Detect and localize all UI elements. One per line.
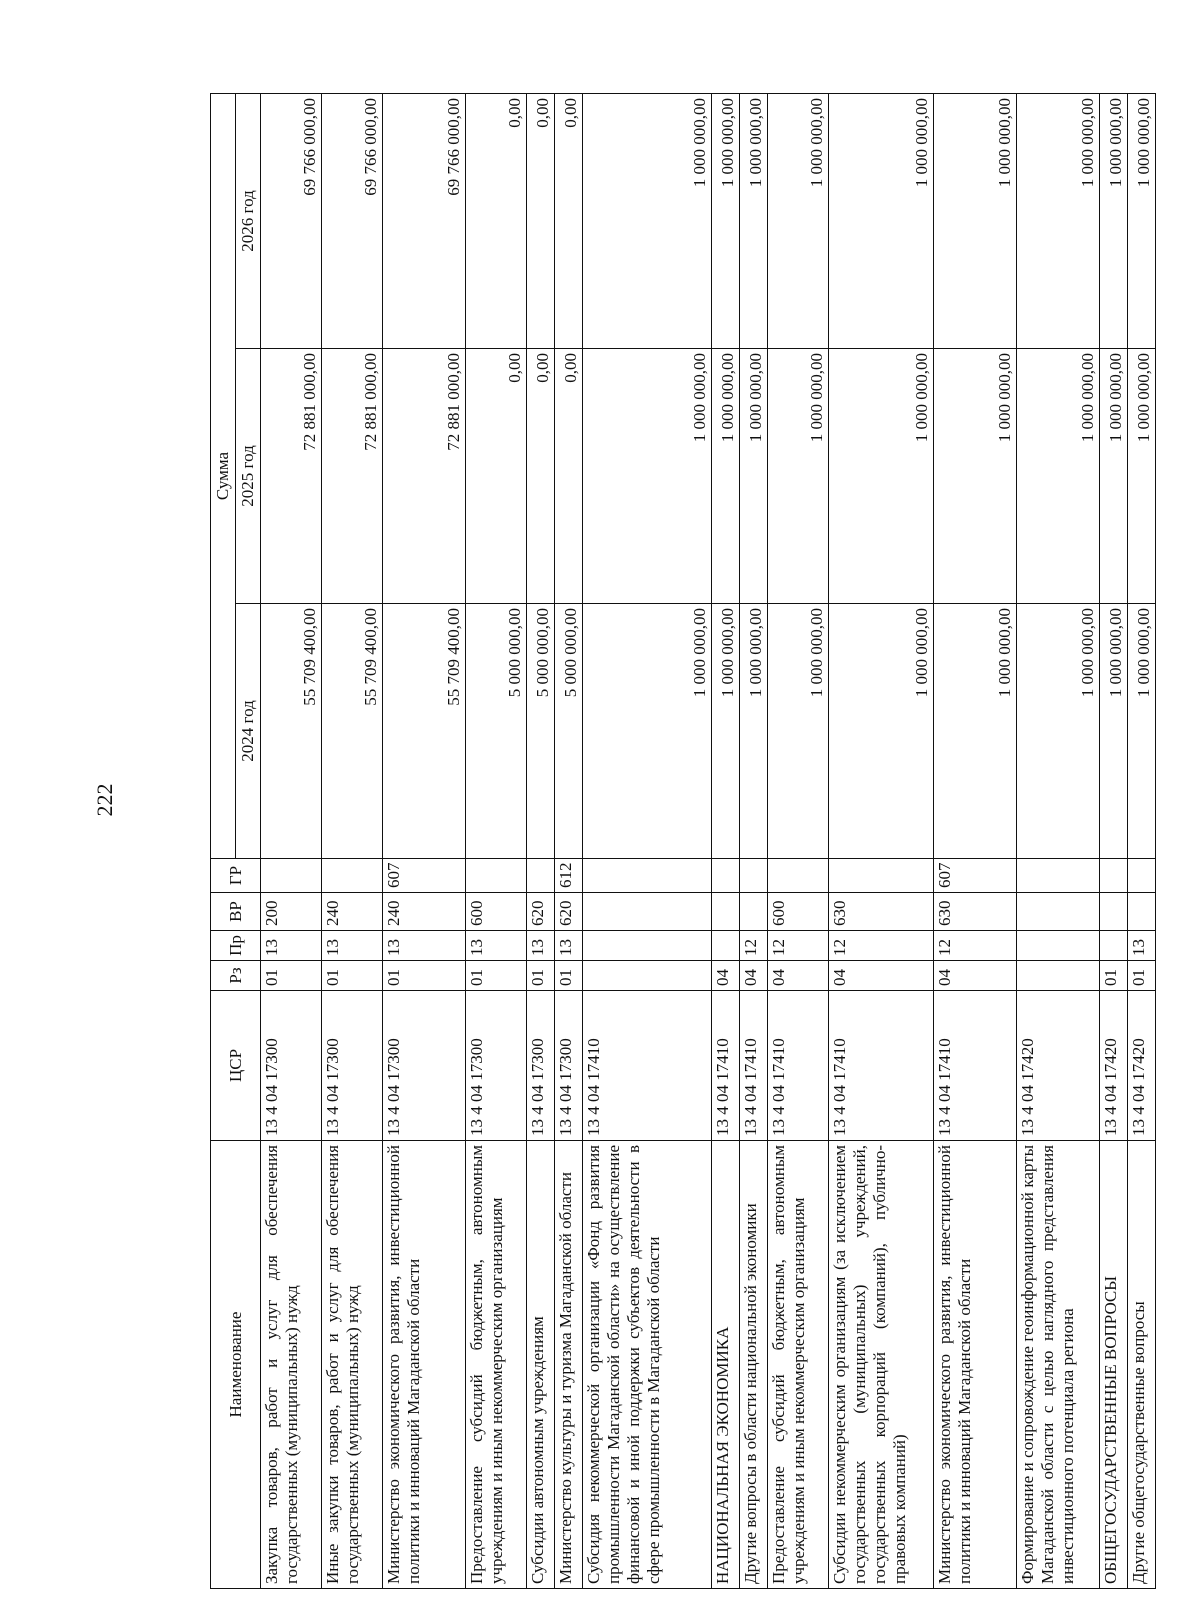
row-name: Формирование и сопровождение геоинформационной карты Магаданской области с целью наглядного представления инвестиционного потенциала региона xyxy=(1017,1141,1100,1589)
row-csr: 13 4 04 17410 xyxy=(712,991,740,1141)
row-vr xyxy=(1100,893,1128,931)
row-amount-2026: 1 000 000,00 xyxy=(1017,94,1100,349)
row-name: Другие общегосударственные вопросы xyxy=(1128,1141,1156,1589)
table-row xyxy=(1128,94,1156,1589)
row-amount-2025: 1 000 000,00 xyxy=(1128,349,1156,604)
row-name: Субсидии автономным учреждениям xyxy=(527,1141,555,1589)
row-name: Субсидия некоммерческой организации «Фонд развития промышленности Магаданской области» на осуществление финансовой и иной поддержки субъектов деятельности в сфере промышленности в Магаданской области xyxy=(583,1141,712,1589)
row-gr xyxy=(1128,859,1156,893)
row-amount-2025: 1 000 000,00 xyxy=(740,349,768,604)
row-name: Министерство культуры и туризма Магаданской области xyxy=(555,1141,583,1589)
row-amount-2026: 1 000 000,00 xyxy=(768,94,829,349)
row-amount-2025: 1 000 000,00 xyxy=(768,349,829,604)
row-name: Министерство экономического развития, инвестиционной политики и инноваций Магаданской области xyxy=(934,1141,1017,1589)
row-vr: 240 xyxy=(322,893,383,931)
row-amount-2026: 1 000 000,00 xyxy=(1100,94,1128,349)
row-amount-2026: 1 000 000,00 xyxy=(712,94,740,349)
row-pr: 12 xyxy=(934,931,1017,961)
row-csr: 13 4 04 17410 xyxy=(740,991,768,1141)
row-csr: 13 4 04 17420 xyxy=(1128,991,1156,1141)
row-gr xyxy=(768,859,829,893)
row-vr xyxy=(1017,893,1100,931)
row-name: Иные закупки товаров, работ и услуг для обеспечения государственных (муниципальных) нужд xyxy=(322,1141,383,1589)
row-vr xyxy=(583,893,712,931)
row-name: НАЦИОНАЛЬНАЯ ЭКОНОМИКА xyxy=(712,1141,740,1589)
row-amount-2025: 0,00 xyxy=(527,349,555,604)
row-amount-2024: 55 709 400,00 xyxy=(383,604,466,859)
row-csr: 13 4 04 17410 xyxy=(934,991,1017,1141)
row-csr: 13 4 04 17300 xyxy=(527,991,555,1141)
row-amount-2024: 5 000 000,00 xyxy=(466,604,527,859)
row-amount-2025: 0,00 xyxy=(466,349,527,604)
row-gr xyxy=(466,859,527,893)
table-row xyxy=(740,94,768,1589)
row-amount-2024: 1 000 000,00 xyxy=(768,604,829,859)
row-amount-2025: 1 000 000,00 xyxy=(712,349,740,604)
row-amount-2026: 1 000 000,00 xyxy=(934,94,1017,349)
table-row xyxy=(1100,94,1128,1589)
table-body xyxy=(261,94,1156,1589)
table-row xyxy=(383,94,466,1589)
row-name: Другие вопросы в области национальной экономики xyxy=(740,1141,768,1589)
row-vr: 630 xyxy=(934,893,1017,931)
header-name: Наименование xyxy=(211,1141,261,1589)
row-amount-2025: 72 881 000,00 xyxy=(322,349,383,604)
header-sum: Сумма xyxy=(211,94,236,859)
row-rz: 04 xyxy=(740,961,768,991)
row-pr xyxy=(1100,931,1128,961)
row-amount-2026: 0,00 xyxy=(555,94,583,349)
row-rz: 01 xyxy=(555,961,583,991)
row-gr: 612 xyxy=(555,859,583,893)
row-amount-2025: 0,00 xyxy=(555,349,583,604)
row-rz xyxy=(583,961,712,991)
table-row xyxy=(466,94,527,1589)
header-rz: Рз xyxy=(211,961,261,991)
row-pr: 13 xyxy=(383,931,466,961)
row-csr: 13 4 04 17300 xyxy=(322,991,383,1141)
page-number: 222 xyxy=(92,783,117,817)
row-amount-2024: 5 000 000,00 xyxy=(527,604,555,859)
table-header xyxy=(211,94,261,1589)
row-amount-2024: 55 709 400,00 xyxy=(261,604,322,859)
row-csr: 13 4 04 17410 xyxy=(583,991,712,1141)
table-row xyxy=(829,94,934,1589)
row-csr: 13 4 04 17410 xyxy=(829,991,934,1141)
rotated-table-wrapper xyxy=(210,94,1153,1589)
row-gr xyxy=(261,859,322,893)
row-amount-2024: 1 000 000,00 xyxy=(712,604,740,859)
row-amount-2025: 72 881 000,00 xyxy=(261,349,322,604)
row-amount-2025: 72 881 000,00 xyxy=(383,349,466,604)
row-rz: 01 xyxy=(1100,961,1128,991)
header-vr: ВР xyxy=(211,893,261,931)
row-rz: 04 xyxy=(712,961,740,991)
row-gr xyxy=(527,859,555,893)
row-amount-2024: 1 000 000,00 xyxy=(934,604,1017,859)
row-rz: 04 xyxy=(829,961,934,991)
row-pr: 13 xyxy=(466,931,527,961)
row-amount-2026: 1 000 000,00 xyxy=(583,94,712,349)
row-amount-2024: 1 000 000,00 xyxy=(1128,604,1156,859)
row-pr: 13 xyxy=(322,931,383,961)
row-gr xyxy=(712,859,740,893)
row-amount-2025: 1 000 000,00 xyxy=(1017,349,1100,604)
row-name: Субсидии некоммерческим организациям (за исключением государственных (муниципальных) учреждений, государственных корпораций (компаний), публично-правовых компаний) xyxy=(829,1141,934,1589)
row-rz: 01 xyxy=(1128,961,1156,991)
row-amount-2024: 1 000 000,00 xyxy=(740,604,768,859)
row-gr xyxy=(1100,859,1128,893)
table-row xyxy=(712,94,740,1589)
row-pr: 12 xyxy=(829,931,934,961)
row-csr: 13 4 04 17300 xyxy=(555,991,583,1141)
row-vr: 620 xyxy=(555,893,583,931)
row-amount-2026: 1 000 000,00 xyxy=(829,94,934,349)
row-csr: 13 4 04 17420 xyxy=(1017,991,1100,1141)
header-pr: Пр xyxy=(211,931,261,961)
row-rz: 01 xyxy=(466,961,527,991)
row-amount-2024: 1 000 000,00 xyxy=(583,604,712,859)
row-pr: 12 xyxy=(768,931,829,961)
row-vr: 600 xyxy=(466,893,527,931)
row-amount-2025: 1 000 000,00 xyxy=(1100,349,1128,604)
row-csr: 13 4 04 17300 xyxy=(466,991,527,1141)
table-row xyxy=(1017,94,1100,1589)
header-year-2026: 2026 год xyxy=(236,94,261,349)
table-row xyxy=(768,94,829,1589)
row-vr xyxy=(1128,893,1156,931)
row-rz: 01 xyxy=(261,961,322,991)
row-amount-2026: 0,00 xyxy=(527,94,555,349)
row-vr: 630 xyxy=(829,893,934,931)
table-row xyxy=(261,94,322,1589)
row-name: Предоставление субсидий бюджетным, автономным учреждениям и иным некоммерческим организациям xyxy=(466,1141,527,1589)
row-rz: 04 xyxy=(768,961,829,991)
row-amount-2024: 55 709 400,00 xyxy=(322,604,383,859)
table-row xyxy=(527,94,555,1589)
row-rz: 01 xyxy=(383,961,466,991)
row-gr: 607 xyxy=(934,859,1017,893)
row-pr: 13 xyxy=(1128,931,1156,961)
header-year-2025: 2025 год xyxy=(236,349,261,604)
row-amount-2026: 1 000 000,00 xyxy=(1128,94,1156,349)
row-amount-2024: 5 000 000,00 xyxy=(555,604,583,859)
row-vr: 600 xyxy=(768,893,829,931)
row-gr xyxy=(740,859,768,893)
row-name: Закупка товаров, работ и услуг для обеспечения государственных (муниципальных) нужд xyxy=(261,1141,322,1589)
row-pr xyxy=(1017,931,1100,961)
row-gr xyxy=(829,859,934,893)
header-year-2024: 2024 год xyxy=(236,604,261,859)
row-vr: 240 xyxy=(383,893,466,931)
row-pr xyxy=(712,931,740,961)
row-csr: 13 4 04 17410 xyxy=(768,991,829,1141)
row-rz: 01 xyxy=(322,961,383,991)
row-pr xyxy=(583,931,712,961)
row-amount-2026: 69 766 000,00 xyxy=(383,94,466,349)
row-amount-2024: 1 000 000,00 xyxy=(1100,604,1128,859)
row-rz: 01 xyxy=(527,961,555,991)
budget-table xyxy=(210,93,1156,1589)
row-amount-2026: 69 766 000,00 xyxy=(322,94,383,349)
row-name: Министерство экономического развития, инвестиционной политики и инноваций Магаданской области xyxy=(383,1141,466,1589)
header-csr: ЦСР xyxy=(211,991,261,1141)
row-amount-2026: 69 766 000,00 xyxy=(261,94,322,349)
row-name: ОБЩЕГОСУДАРСТВЕННЫЕ ВОПРОСЫ xyxy=(1100,1141,1128,1589)
header-gr: ГР xyxy=(211,859,261,893)
row-gr: 607 xyxy=(383,859,466,893)
row-rz: 04 xyxy=(934,961,1017,991)
row-rz xyxy=(1017,961,1100,991)
row-amount-2024: 1 000 000,00 xyxy=(1017,604,1100,859)
row-vr: 200 xyxy=(261,893,322,931)
row-csr: 13 4 04 17420 xyxy=(1100,991,1128,1141)
table-row xyxy=(322,94,383,1589)
table-row xyxy=(555,94,583,1589)
row-gr xyxy=(322,859,383,893)
row-csr: 13 4 04 17300 xyxy=(383,991,466,1141)
row-pr: 12 xyxy=(740,931,768,961)
row-pr: 13 xyxy=(261,931,322,961)
row-vr xyxy=(740,893,768,931)
row-csr: 13 4 04 17300 xyxy=(261,991,322,1141)
row-amount-2024: 1 000 000,00 xyxy=(829,604,934,859)
row-amount-2025: 1 000 000,00 xyxy=(583,349,712,604)
row-name: Предоставление субсидий бюджетным, автономным учреждениям и иным некоммерческим организациям xyxy=(768,1141,829,1589)
row-pr: 13 xyxy=(527,931,555,961)
row-amount-2026: 1 000 000,00 xyxy=(740,94,768,349)
row-vr xyxy=(712,893,740,931)
row-vr: 620 xyxy=(527,893,555,931)
row-amount-2025: 1 000 000,00 xyxy=(829,349,934,604)
row-amount-2026: 0,00 xyxy=(466,94,527,349)
row-pr: 13 xyxy=(555,931,583,961)
table-row xyxy=(934,94,1017,1589)
row-gr xyxy=(1017,859,1100,893)
row-amount-2025: 1 000 000,00 xyxy=(934,349,1017,604)
table-row xyxy=(583,94,712,1589)
row-gr xyxy=(583,859,712,893)
